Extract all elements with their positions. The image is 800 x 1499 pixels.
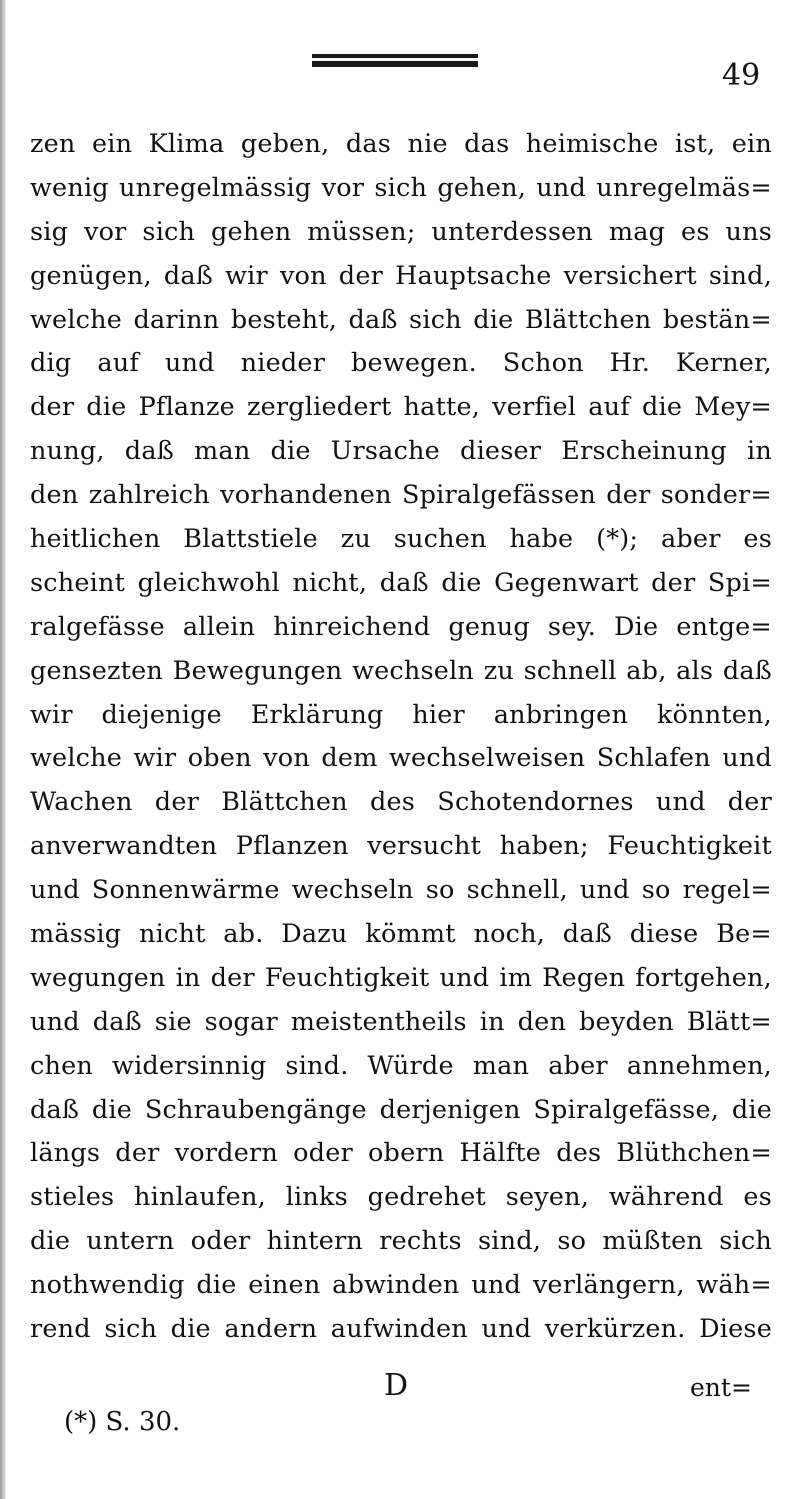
text-line: genügen, daß wir von der Hauptsache versichert sind,	[30, 260, 772, 291]
header-rule-thin	[312, 54, 478, 58]
text-line: mässig nicht ab. Dazu kömmt noch, daß diese Be=	[30, 919, 772, 950]
text-line: gensezten Bewegungen wechseln zu schnell ab, als daß	[30, 655, 772, 686]
page-edge-shadow	[0, 0, 6, 1499]
text-line: nothwendig die einen abwinden und verlängern, wäh=	[30, 1270, 772, 1301]
text-line: wenig unregelmässig vor sich gehen, und unregelmäs=	[30, 172, 772, 203]
text-line: Wachen der Blättchen des Schotendornes und der	[30, 787, 772, 818]
text-line: heitlichen Blattstiele zu suchen habe (*); aber es	[30, 524, 772, 555]
text-line: anverwandten Pflanzen versucht haben; Feuchtigkeit	[30, 831, 772, 862]
text-line: nung, daß man die Ursache dieser Erscheinung in	[30, 436, 772, 467]
text-line: längs der vordern oder obern Hälfte des Blüthchen=	[30, 1138, 772, 1169]
text-line: der die Pflanze zergliedert hatte, verfiel auf die Mey=	[30, 392, 772, 423]
catchword: ent=	[690, 1373, 752, 1402]
text-line: scheint gleichwohl nicht, daß die Gegenwart der Spi=	[30, 567, 772, 598]
signature-mark: D	[384, 1368, 409, 1403]
text-line: welche wir oben von dem wechselweisen Schlafen und	[30, 743, 772, 774]
page-number: 49	[722, 58, 761, 93]
text-line: ralgefässe allein hinreichend genug sey. Die entge=	[30, 611, 772, 642]
text-line: zen ein Klima geben, das nie das heimische ist, ein	[30, 129, 772, 159]
header-rule-thick	[312, 61, 478, 67]
footnote: (*) S. 30.	[64, 1407, 181, 1437]
text-line: wir diejenige Erklärung hier anbringen könnten,	[30, 699, 772, 730]
header-rule	[312, 54, 478, 67]
text-line: daß die Schraubengänge derjenigen Spiralgefässe, die	[30, 1094, 772, 1125]
text-line: wegungen in der Feuchtigkeit und im Regen fortgehen,	[30, 962, 772, 993]
text-line: die untern oder hintern rechts sind, so müßten sich	[30, 1226, 772, 1257]
text-line: dig auf und nieder bewegen. Schon Hr. Kerner,	[30, 348, 772, 379]
text-line: welche darinn besteht, daß sich die Blättchen bestän=	[30, 304, 772, 335]
text-line: sig vor sich gehen müssen; unterdessen mag es uns	[30, 216, 772, 247]
text-line: stieles hinlaufen, links gedrehet seyen, während es	[30, 1182, 772, 1213]
text-line: chen widersinnig sind. Würde man aber annehmen,	[30, 1050, 772, 1081]
text-line: rend sich die andern aufwinden und verkürzen. Diese	[30, 1314, 772, 1345]
body-text	[30, 123, 772, 1352]
text-line: den zahlreich vorhandenen Spiralgefässen der sonder=	[30, 480, 772, 511]
text-line: und daß sie sogar meistentheils in den beyden Blätt=	[30, 1006, 772, 1037]
text-line: und Sonnenwärme wechseln so schnell, und so regel=	[30, 875, 772, 906]
